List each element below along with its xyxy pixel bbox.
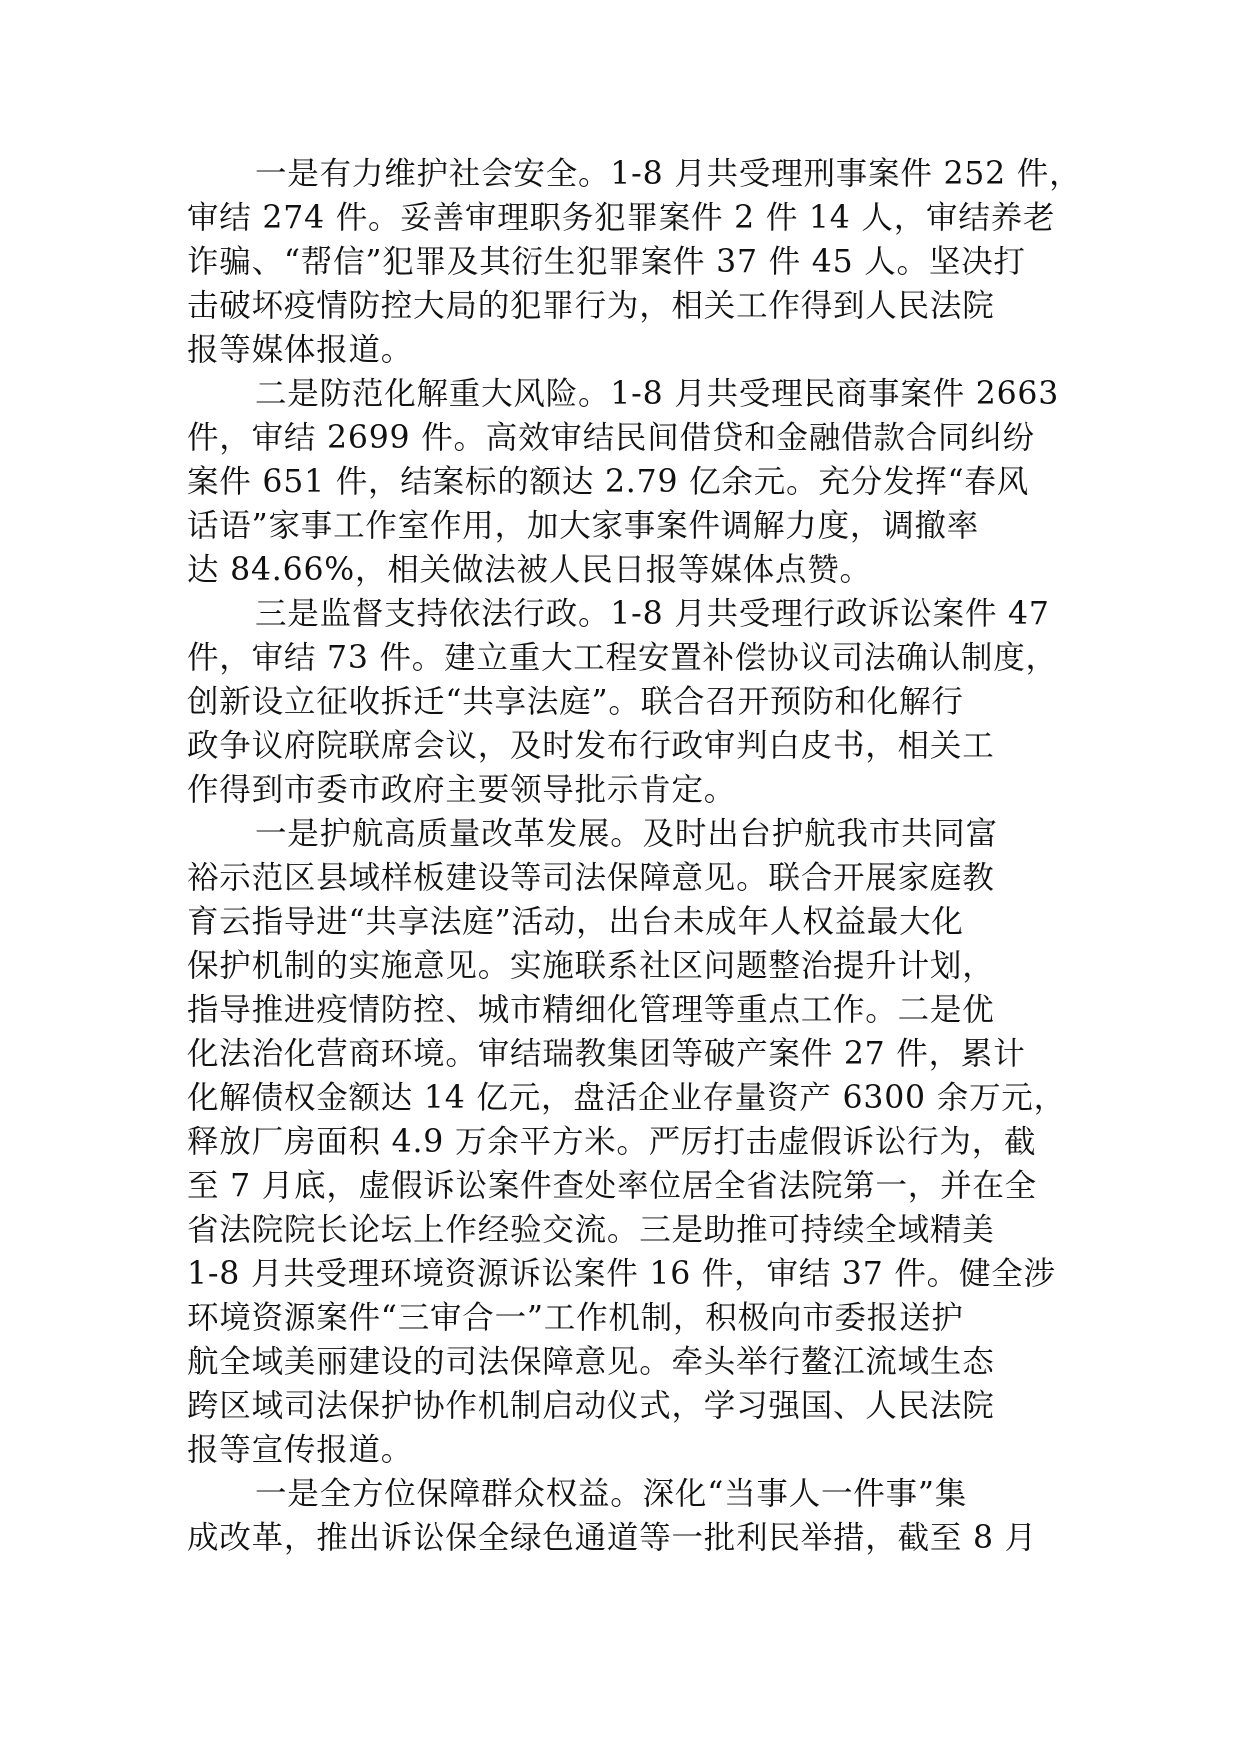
text-line: 至 7 月底，虚假诉讼案件查处率位居全省法院第一，并在全 <box>187 1168 1037 1204</box>
text-line: 二是防范化解重大风险。1-8 月共受理民商事案件 2663 <box>255 376 1060 412</box>
text-line: 1-8 月共受理环境资源诉讼案件 16 件，审结 37 件。健全涉 <box>187 1256 1056 1292</box>
text-line: 省法院院长论坛上作经验交流。三是助推可持续全域精美 <box>187 1212 995 1248</box>
text-line: 成改革，推出诉讼保全绿色通道等一批利民举措，截至 8 月 <box>187 1520 1037 1556</box>
text-line: 报等宣传报道。 <box>187 1432 414 1468</box>
paragraph-administrative-law <box>187 592 1057 812</box>
text-line: 案件 651 件，结案标的额达 2.79 亿余元。充分发挥“春风 <box>187 464 1030 500</box>
text-line: 保护机制的实施意见。实施联系社区问题整治提升计划， <box>187 948 995 984</box>
text-line: 指导推进疫情防控、城市精细化管理等重点工作。二是优 <box>187 992 995 1028</box>
text-line: 创新设立征收拆迁“共享法庭”。联合召开预防和化解行 <box>187 684 964 720</box>
text-line: 达 84.66%，相关做法被人民日报等媒体点赞。 <box>187 552 872 588</box>
paragraph-development <box>187 812 1066 1472</box>
text-line: 释放厂房面积 4.9 万余平方米。严厉打击虚假诉讼行为，截 <box>187 1124 1037 1160</box>
text-line: 件，审结 2699 件。高效审结民间借贷和金融借款合同纠纷 <box>187 420 1035 456</box>
text-line: 裕示范区县域样板建设等司法保障意见。联合开展家庭教 <box>187 860 995 896</box>
text-line: 跨区域司法保护协作机制启动仪式，学习强国、人民法院 <box>187 1388 995 1424</box>
text-line: 一是全方位保障群众权益。深化“当事人一件事”集 <box>255 1476 968 1512</box>
text-line: 作得到市委市政府主要领导批示肯定。 <box>187 772 737 808</box>
text-line: 件，审结 73 件。建立重大工程安置补偿协议司法确认制度， <box>187 640 1058 676</box>
text-line: 三是监督支持依法行政。1-8 月共受理行政诉讼案件 47 <box>255 596 1050 632</box>
text-line: 一是有力维护社会安全。1-8 月共受理刑事案件 252 件， <box>255 156 1082 192</box>
text-line: 击破坏疫情防控大局的犯罪行为，相关工作得到人民法院 <box>187 288 995 324</box>
text-line: 审结 274 件。妥善审理职务犯罪案件 2 件 14 人，审结养老 <box>187 200 1056 236</box>
text-line: 航全域美丽建设的司法保障意见。牵头举行鳌江流域生态 <box>187 1344 995 1380</box>
text-line: 化法治化营商环境。审结瑞教集团等破产案件 27 件，累计 <box>187 1036 1026 1072</box>
text-line: 育云指导进“共享法庭”活动，出台未成年人权益最大化 <box>187 904 964 940</box>
text-line: 诈骗、“帮信”犯罪及其衍生犯罪案件 37 件 45 人。坚决打 <box>187 244 1026 280</box>
text-line: 一是护航高质量改革发展。及时出台护航我市共同富 <box>255 816 998 852</box>
paragraph-public-rights <box>187 1472 1057 1560</box>
text-line: 报等媒体报道。 <box>187 332 414 368</box>
paragraph-social-security <box>187 152 1082 372</box>
text-line: 化解债权金额达 14 亿元，盘活企业存量资产 6300 余万元， <box>187 1080 1066 1116</box>
text-line: 话语”家事工作室作用，加大家事案件调解力度，调撤率 <box>187 508 980 544</box>
paragraph-risk-prevention <box>187 372 1060 592</box>
text-line: 环境资源案件“三审合一”工作机制，积极向市委报送护 <box>187 1300 964 1336</box>
document-page <box>187 152 1082 1692</box>
text-line: 政争议府院联席会议，及时发布行政审判白皮书，相关工 <box>187 728 995 764</box>
